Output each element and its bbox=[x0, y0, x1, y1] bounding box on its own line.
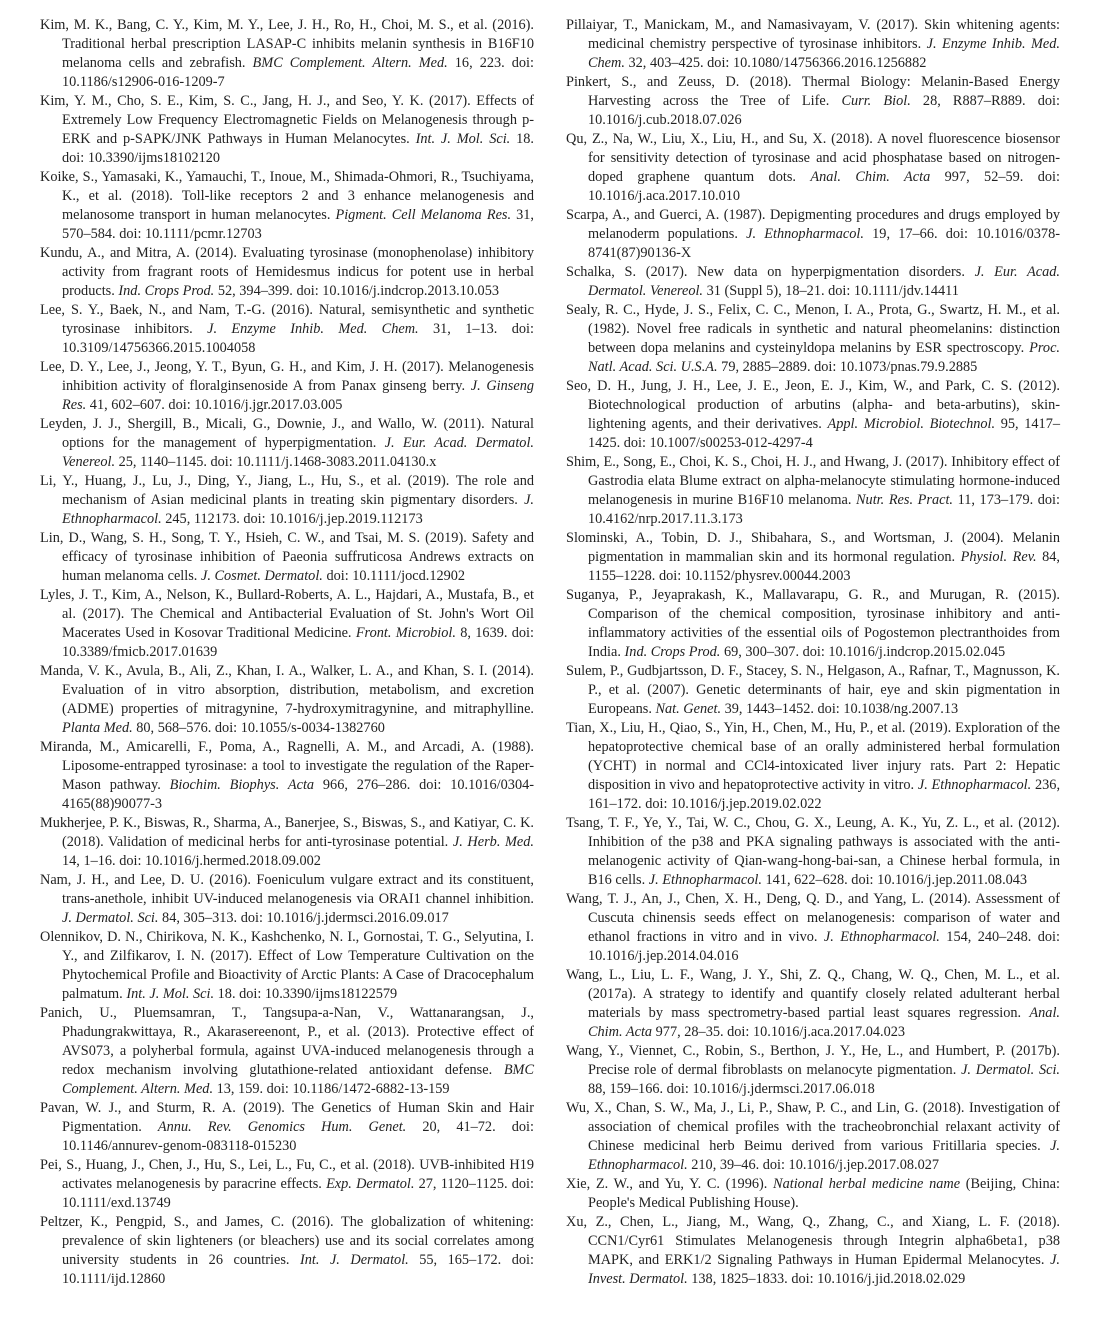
reference-entry bbox=[566, 719, 1060, 814]
reference-journal-name: National herbal medicine name bbox=[773, 1176, 961, 1192]
reference-volume-pages-doi-text: 8, 1639. doi: 10.3389/fmicb.2017.01639 bbox=[62, 625, 534, 660]
reference-authors-title-text: Kundu, A., and Mitra, A. (2014). Evaluating tyrosinase (monophenolase) inhibitory activity from fragrant roots of Hemidesmus indicus for potent use in herbal products. bbox=[40, 245, 534, 299]
reference-entry bbox=[566, 16, 1060, 73]
reference-journal-name: J. Ethnopharmacol. bbox=[746, 226, 864, 242]
reference-volume-pages-doi-text: 20, 41–72. doi: 10.1146/annurev-genom-083118-015230 bbox=[62, 1119, 534, 1154]
reference-authors-title-text: Olennikov, D. N., Chirikova, N. K., Kashchenko, N. I., Gornostai, T. G., Selyutina, I. Y., and Zilfikarov, I. N. (2017). Effect of Low Temperature Cultivation on the Phytochemical Profile and Bioactivity of Arctic Plants: A Case of Dracocephalum palmatum. bbox=[40, 929, 534, 1002]
reference-authors-title-text: Pei, S., Huang, J., Chen, J., Hu, S., Lei, L., Fu, C., et al. (2018). UVB-inhibited H19 activates melanogenesis by paracrine effects. bbox=[40, 1157, 534, 1192]
reference-authors-title-text: Kim, Y. M., Cho, S. E., Kim, S. C., Jang, H. J., and Seo, Y. K. (2017). Effects of Extremely Low Frequency Electromagnetic Fields on Melanogenesis through p-ERK and p-SAPK/JNK Pathways in Human Melanocytes. bbox=[40, 93, 534, 147]
reference-volume-pages-doi-text: 31, 570–584. doi: 10.1111/pcmr.12703 bbox=[62, 207, 534, 242]
reference-journal-name: J. Dermatol. Sci. bbox=[961, 1062, 1060, 1078]
reference-volume-pages-doi-text: 245, 112173. doi: 10.1016/j.jep.2019.112173 bbox=[161, 511, 423, 527]
reference-journal-name: Annu. Rev. Genomics Hum. Genet. bbox=[157, 1119, 407, 1135]
reference-journal-name: J. Dermatol. Sci. bbox=[62, 910, 159, 926]
reference-entry bbox=[40, 244, 534, 301]
reference-volume-pages-doi-text: 84, 305–313. doi: 10.1016/j.jdermsci.2016.09.017 bbox=[158, 910, 449, 926]
reference-authors-title-text: Qu, Z., Na, W., Liu, X., Liu, H., and Su, X. (2018). A novel fluorescence biosensor for sensitivity detection of tyrosinase and acid phosphatase based on nitrogen-doped graphene quantum dots. bbox=[566, 131, 1060, 185]
reference-entry bbox=[40, 1099, 534, 1156]
reference-entry bbox=[566, 1099, 1060, 1175]
reference-entry bbox=[566, 73, 1060, 130]
reference-volume-pages-doi-text: doi: 10.1111/jocd.12902 bbox=[322, 568, 466, 584]
reference-entry bbox=[566, 814, 1060, 890]
reference-authors-title-text: Slominski, A., Tobin, D. J., Shibahara, S., and Wortsman, J. (2004). Melanin pigmentation in mammalian skin and its hormonal regulation. bbox=[566, 530, 1060, 565]
reference-volume-pages-doi-text: 41, 602–607. doi: 10.1016/j.jgr.2017.03.005 bbox=[86, 397, 343, 413]
reference-volume-pages-doi-text: 88, 159–166. doi: 10.1016/j.jdermsci.2017.06.018 bbox=[588, 1081, 875, 1097]
reference-journal-name: J. Ginseng Res. bbox=[62, 378, 534, 413]
reference-journal-name: Int. J. Dermatol. bbox=[299, 1252, 409, 1268]
reference-entry bbox=[40, 1156, 534, 1213]
reference-volume-pages-doi-text: 31 (Suppl 5), 18–21. doi: 10.1111/jdv.14411 bbox=[703, 283, 959, 299]
reference-journal-name: Physiol. Rev. bbox=[960, 549, 1037, 565]
reference-authors-title-text: Panich, U., Pluemsamran, T., Tangsupa-a-Nan, V., Wattanarangsan, J., Phadungrakwittaya, R., Akarasereenont, P., et al. (2013). Protective effect of AVS073, a polyherbal formula, against UVA-induced melanogenesis through a redox mechanism involving glutathione-related antioxidant defense. bbox=[40, 1005, 534, 1078]
reference-journal-name: J. Ethnopharmacol. bbox=[648, 872, 762, 888]
reference-authors-title-text: Pavan, W. J., and Sturm, R. A. (2019). The Genetics of Human Skin and Hair Pigmentation. bbox=[40, 1100, 534, 1135]
reference-journal-name: J. Ethnopharmacol. bbox=[917, 777, 1032, 793]
reference-authors-title-text: Sealy, R. C., Hyde, J. S., Felix, C. C., Menon, I. A., Prota, G., Swartz, H. M., et al. (1982). Novel free radicals in synthetic and natural pheomelanins: distinction between dopa melanins and cysteinyldopa melanins by ESR spectroscopy. bbox=[566, 302, 1060, 356]
reference-entry bbox=[40, 1004, 534, 1099]
reference-authors-title-text: Wang, T. J., An, J., Chen, X. H., Deng, Q. D., and Yang, L. (2014). Assessment of Cuscuta chinensis seeds effect on melanogenesis: comparison of water and ethanol fractions in vitro and in vivo. bbox=[566, 891, 1060, 945]
reference-entry bbox=[40, 92, 534, 168]
reference-volume-pages-doi-text: 84, 1155–1228. doi: 10.1152/physrev.00044.2003 bbox=[588, 549, 1060, 584]
reference-entry bbox=[566, 1042, 1060, 1099]
reference-authors-title-text: Lin, D., Wang, S. H., Song, T. Y., Hsieh, C. W., and Tsai, M. S. (2019). Safety and efficacy of tyrosinase inhibition of Paeonia suffruticosa Andrews extracts on human melanoma cells. bbox=[40, 530, 534, 584]
reference-journal-name: J. Ethnopharmacol. bbox=[823, 929, 940, 945]
reference-authors-title-text: Tian, X., Liu, H., Qiao, S., Yin, H., Chen, M., Hu, P., et al. (2019). Exploration of the hepatoprotective chemical base of an orally administered herbal formulation (YCHT) in normal and CCl4-intoxicated liver injury rats. Part 2: Hepatic disposition in vivo and hepatoprotective activity in vitro. bbox=[566, 720, 1060, 793]
reference-authors-title-text: Peltzer, K., Pengpid, S., and James, C. (2016). The globalization of whitening: prevalence of skin lighteners (or bleachers) use and its social correlates among university students in 26 countries. bbox=[40, 1214, 534, 1268]
reference-volume-pages-doi-text: 28, R887–R889. doi: 10.1016/j.cub.2018.07.026 bbox=[588, 93, 1060, 128]
reference-journal-name: J. Eur. Acad. Dermatol. Venereol. bbox=[62, 435, 534, 470]
reference-entry bbox=[566, 586, 1060, 662]
reference-authors-title-text: Mukherjee, P. K., Biswas, R., Sharma, A., Banerjee, S., Biswas, S., and Katiyar, C. K. (2018). Validation of medicinal herbs for anti-tyrosinase potential. bbox=[40, 815, 534, 850]
reference-journal-name: Biochim. Biophys. Acta bbox=[169, 777, 315, 793]
reference-journal-name: Nat. Genet. bbox=[655, 701, 722, 717]
reference-authors-title-text: Kim, M. K., Bang, C. Y., Kim, M. Y., Lee, J. H., Ro, H., Choi, M. S., et al. (2016). Traditional herbal prescription LASAP-C inhibits melanin synthesis in B16F10 melanoma cells and zebrafish. bbox=[40, 17, 534, 71]
reference-entry bbox=[40, 472, 534, 529]
reference-volume-pages-doi-text: 39, 1443–1452. doi: 10.1038/ng.2007.13 bbox=[721, 701, 959, 717]
reference-journal-name: J. Invest. Dermatol. bbox=[588, 1252, 1060, 1287]
reference-authors-title-text: Sulem, P., Gudbjartsson, D. F., Stacey, S. N., Helgason, A., Rafnar, T., Magnusson, K. P., et al. (2007). Genetic determinants of hair, eye and skin pigmentation in Europeans. bbox=[566, 663, 1060, 717]
reference-entry bbox=[566, 1175, 1060, 1213]
reference-volume-pages-doi-text: 141, 622–628. doi: 10.1016/j.jep.2011.08.043 bbox=[761, 872, 1028, 888]
reference-entry bbox=[40, 738, 534, 814]
reference-authors-title-text: Schalka, S. (2017). New data on hyperpigmentation disorders. bbox=[566, 264, 975, 280]
reference-authors-title-text: Shim, E., Song, E., Choi, K. S., Choi, H. J., and Hwang, J. (2017). Inhibitory effect of Gastrodia elata Blume extract on alpha-melanocyte stimulating hormone-induced melanogenesis in murine B16F10 melanoma. bbox=[566, 454, 1060, 508]
reference-authors-title-text: Pinkert, S., and Zeuss, D. (2018). Thermal Biology: Melanin-Based Energy Harvesting across the Tree of Life. bbox=[566, 74, 1060, 109]
reference-authors-title-text: Manda, V. K., Avula, B., Ali, Z., Khan, I. A., Walker, L. A., and Khan, S. I. (2014). Evaluation of in vitro absorption, distribution, metabolism, and excretion (ADME) properties of mitragynine, 7-hydroxymitragynine, and mitraphylline. bbox=[40, 663, 534, 717]
reference-authors-title-text: Pillaiyar, T., Manickam, M., and Namasivayam, V. (2017). Skin whitening agents: medicinal chemistry perspective of tyrosinase inhibitors. bbox=[566, 17, 1060, 52]
reference-journal-name: Ind. Crops Prod. bbox=[118, 283, 215, 299]
reference-entry bbox=[40, 662, 534, 738]
reference-volume-pages-doi-text: 997, 52–59. doi: 10.1016/j.aca.2017.10.010 bbox=[588, 169, 1060, 204]
reference-volume-pages-doi-text: 16, 223. doi: 10.1186/s12906-016-1209-7 bbox=[62, 55, 534, 90]
reference-entry bbox=[40, 358, 534, 415]
reference-volume-pages-doi-text: 80, 568–576. doi: 10.1055/s-0034-1382760 bbox=[132, 720, 385, 736]
reference-volume-pages-doi-text: 79, 2885–2889. doi: 10.1073/pnas.79.9.2885 bbox=[717, 359, 978, 375]
reference-entry bbox=[566, 1213, 1060, 1289]
reference-authors-title-text: Xie, Z. W., and Yu, Y. C. (1996). bbox=[566, 1176, 774, 1192]
reference-authors-title-text: Miranda, M., Amicarelli, F., Poma, A., Ragnelli, A. M., and Arcadi, A. (1988). Liposome-entrapped tyrosinase: a tool to investigate the regulation of the Raper-Mason pathway. bbox=[40, 739, 534, 793]
reference-journal-name: J. Cosmet. Dermatol. bbox=[200, 568, 323, 584]
reference-journal-name: Proc. Natl. Acad. Sci. U.S.A. bbox=[588, 340, 1060, 375]
reference-volume-pages-doi-text: 69, 300–307. doi: 10.1016/j.indcrop.2015.02.045 bbox=[720, 644, 1006, 660]
reference-volume-pages-doi-text: 966, 276–286. doi: 10.1016/0304-4165(88)90077-3 bbox=[62, 777, 535, 812]
reference-journal-name: Ind. Crops Prod. bbox=[624, 644, 721, 660]
reference-journal-name: Int. J. Mol. Sci. bbox=[415, 131, 511, 147]
reference-volume-pages-doi-text: 32, 403–425. doi: 10.1080/14756366.2016.1256882 bbox=[624, 55, 927, 71]
reference-journal-name: Pigment. Cell Melanoma Res. bbox=[335, 207, 512, 223]
reference-journal-name: Front. Microbiol. bbox=[355, 625, 456, 641]
reference-authors-title-text: Lee, S. Y., Baek, N., and Nam, T.-G. (2016). Natural, semisynthetic and synthetic tyrosinase inhibitors. bbox=[40, 302, 534, 337]
reference-journal-name: J. Enzyme Inhib. Med. Chem. bbox=[588, 36, 1060, 71]
reference-authors-title-text: Wang, Y., Viennet, C., Robin, S., Berthon, J. Y., He, L., and Humbert, P. (2017b). Precise role of dermal fibroblasts on melanocyte pigmentation. bbox=[566, 1043, 1060, 1078]
reference-journal-name: J. Ethnopharmacol. bbox=[62, 492, 534, 527]
reference-authors-title-text: Lee, D. Y., Lee, J., Jeong, Y. T., Byun, G. H., and Kim, J. H. (2017). Melanogenesis inhibition activity of floralginsenoside A from Panax ginseng berry. bbox=[40, 359, 534, 394]
reference-authors-title-text: Li, Y., Huang, J., Lu, J., Ding, Y., Jiang, L., Hu, S., et al. (2019). The role and mechanism of Asian medicinal plants in treating skin pigmentary disorders. bbox=[40, 473, 534, 508]
reference-entry bbox=[40, 1213, 534, 1289]
reference-entry bbox=[566, 130, 1060, 206]
reference-volume-pages-doi-text: 18. doi: 10.3390/ijms18122579 bbox=[214, 986, 398, 1002]
reference-journal-name: J. Ethnopharmacol. bbox=[588, 1138, 1060, 1173]
reference-volume-pages-doi-text: 138, 1825–1833. doi: 10.1016/j.jid.2018.02.029 bbox=[687, 1271, 966, 1287]
reference-journal-name: J. Enzyme Inhib. Med. Chem. bbox=[207, 321, 419, 337]
reference-entry bbox=[40, 814, 534, 871]
references-column-left bbox=[40, 16, 534, 1320]
reference-entry bbox=[40, 529, 534, 586]
reference-authors-title-text: Lyles, J. T., Kim, A., Nelson, K., Bullard-Roberts, A. L., Hajdari, A., Mustafa, B., et al. (2017). The Chemical and Antibacterial Evaluation of St. John's Wort Oil Macerates Used in Kosovar Traditional Medicine. bbox=[40, 587, 534, 641]
reference-volume-pages-doi-text: 19, 17–66. doi: 10.1016/0378-8741(87)90136-X bbox=[588, 226, 1060, 261]
reference-journal-name: Curr. Biol. bbox=[841, 93, 911, 109]
reference-journal-name: Anal. Chim. Acta bbox=[588, 1005, 1060, 1040]
reference-authors-title-text: Xu, Z., Chen, L., Jiang, M., Wang, Q., Zhang, C., and Xiang, L. F. (2018). CCN1/Cyr61 Stimulates Melanogenesis through Integrin alpha6beta1, p38 MAPK, and ERK1/2 Signaling Pathways in Human Epidermal Melanocytes. bbox=[566, 1214, 1060, 1268]
reference-journal-name: Planta Med. bbox=[62, 720, 133, 736]
reference-entry bbox=[40, 415, 534, 472]
reference-volume-pages-doi-text: (Beijing, China: People's Medical Publishing House). bbox=[588, 1176, 1060, 1211]
reference-authors-title-text: Wang, L., Liu, L. F., Wang, J. Y., Shi, Z. Q., Chang, W. Q., Chen, M. L., et al. (2017a). A strategy to identify and quantify closely related adulterant herbal materials by mass spectrometry-based partial least squares regression. bbox=[566, 967, 1060, 1021]
reference-entry bbox=[566, 377, 1060, 453]
reference-journal-name: BMC Complement. Altern. Med. bbox=[62, 1062, 534, 1097]
reference-volume-pages-doi-text: 236, 161–172. doi: 10.1016/j.jep.2019.02.022 bbox=[588, 777, 1061, 812]
reference-entry bbox=[40, 168, 534, 244]
reference-entry bbox=[40, 301, 534, 358]
reference-entry bbox=[566, 529, 1060, 586]
reference-volume-pages-doi-text: 27, 1120–1125. doi: 10.1111/exd.13749 bbox=[62, 1176, 534, 1211]
reference-entry bbox=[566, 301, 1060, 377]
reference-authors-title-text: Leyden, J. J., Shergill, B., Micali, G., Downie, J., and Wallo, W. (2011). Natural options for the management of hyperpigmentation. bbox=[40, 416, 534, 451]
reference-entry bbox=[566, 263, 1060, 301]
reference-entry bbox=[40, 586, 534, 662]
reference-volume-pages-doi-text: 55, 165–172. doi: 10.1111/ijd.12860 bbox=[62, 1252, 534, 1287]
reference-authors-title-text: Suganya, P., Jeyaprakash, K., Mallavarapu, G. R., and Murugan, R. (2015). Comparison of the chemical composition, tyrosinase inhibitory and anti-inflammatory activities of the essential oils of Pogostemon plectranthoides from India. bbox=[566, 587, 1060, 660]
reference-journal-name: Int. J. Mol. Sci. bbox=[126, 986, 215, 1002]
reference-entry bbox=[566, 206, 1060, 263]
references-column-right bbox=[566, 16, 1060, 1320]
reference-volume-pages-doi-text: 52, 394–399. doi: 10.1016/j.indcrop.2013.10.053 bbox=[214, 283, 499, 299]
reference-authors-title-text: Koike, S., Yamasaki, K., Yamauchi, T., Inoue, M., Shimada-Ohmori, R., Tsuchiyama, K., et al. (2018). Toll-like receptors 2 and 3 enhance melanogenesis and melanosome transport in human melanocytes. bbox=[40, 169, 534, 223]
reference-authors-title-text: Tsang, T. F., Ye, Y., Tai, W. C., Chou, G. X., Leung, A. K., Yu, Z. L., et al. (2012). Inhibition of the p38 and PKA signaling pathways is associated with the anti-melanogenic activity of Qian-wang-hong-bai-san, a Chinese herbal formula, in B16 cells. bbox=[566, 815, 1060, 888]
reference-journal-name: J. Herb. Med. bbox=[452, 834, 534, 850]
reference-entry bbox=[40, 928, 534, 1004]
reference-volume-pages-doi-text: 977, 28–35. doi: 10.1016/j.aca.2017.04.023 bbox=[652, 1024, 906, 1040]
reference-journal-name: J. Eur. Acad. Dermatol. Venereol. bbox=[588, 264, 1060, 299]
reference-journal-name: Exp. Dermatol. bbox=[326, 1176, 415, 1192]
reference-authors-title-text: Wu, X., Chan, S. W., Ma, J., Li, P., Shaw, P. C., and Lin, G. (2018). Investigation of association of chemical profiles with the tracheobronchial relaxant activity of Chinese medicinal herb Beimu derived from various Fritillaria species. bbox=[566, 1100, 1060, 1154]
reference-authors-title-text: Scarpa, A., and Guerci, A. (1987). Depigmenting procedures and drugs employed by melanoderm populations. bbox=[566, 207, 1060, 242]
reference-entry bbox=[566, 890, 1060, 966]
reference-volume-pages-doi-text: 18. doi: 10.3390/ijms18102120 bbox=[62, 131, 534, 166]
reference-volume-pages-doi-text: 95, 1417–1425. doi: 10.1007/s00253-012-4297-4 bbox=[588, 416, 1060, 451]
reference-volume-pages-doi-text: 11, 173–179. doi: 10.4162/nrp.2017.11.3.173 bbox=[588, 492, 1061, 527]
reference-volume-pages-doi-text: 25, 1140–1145. doi: 10.1111/j.1468-3083.2011.04130.x bbox=[115, 454, 437, 470]
reference-journal-name: Nutr. Res. Pract. bbox=[856, 492, 953, 508]
reference-entry bbox=[40, 16, 534, 92]
reference-entry bbox=[566, 453, 1060, 529]
reference-authors-title-text: Nam, J. H., and Lee, D. U. (2016). Foeniculum vulgare extract and its constituent, trans-anethole, inhibit UV-induced melanogenesis via ORAI1 channel inhibition. bbox=[40, 872, 534, 907]
reference-volume-pages-doi-text: 31, 1–13. doi: 10.3109/14756366.2015.1004058 bbox=[62, 321, 534, 356]
reference-entry bbox=[40, 871, 534, 928]
reference-entry bbox=[566, 662, 1060, 719]
reference-volume-pages-doi-text: 210, 39–46. doi: 10.1016/j.jep.2017.08.027 bbox=[687, 1157, 940, 1173]
reference-journal-name: Appl. Microbiol. Biotechnol. bbox=[827, 416, 996, 432]
reference-volume-pages-doi-text: 13, 159. doi: 10.1186/1472-6882-13-159 bbox=[213, 1081, 450, 1097]
reference-volume-pages-doi-text: 14, 1–16. doi: 10.1016/j.hermed.2018.09.002 bbox=[62, 853, 321, 869]
reference-volume-pages-doi-text: 154, 240–248. doi: 10.1016/j.jep.2014.04.016 bbox=[588, 929, 1061, 964]
reference-journal-name: Anal. Chim. Acta bbox=[810, 169, 931, 185]
reference-authors-title-text: Seo, D. H., Jung, J. H., Lee, J. E., Jeon, E. J., Kim, W., and Park, C. S. (2012). Biotechnological production of arbutins (alpha- and beta-arbutins), skin-lightening agents, and their derivatives. bbox=[566, 378, 1060, 432]
reference-entry bbox=[566, 966, 1060, 1042]
reference-journal-name: BMC Complement. Altern. Med. bbox=[252, 55, 448, 71]
